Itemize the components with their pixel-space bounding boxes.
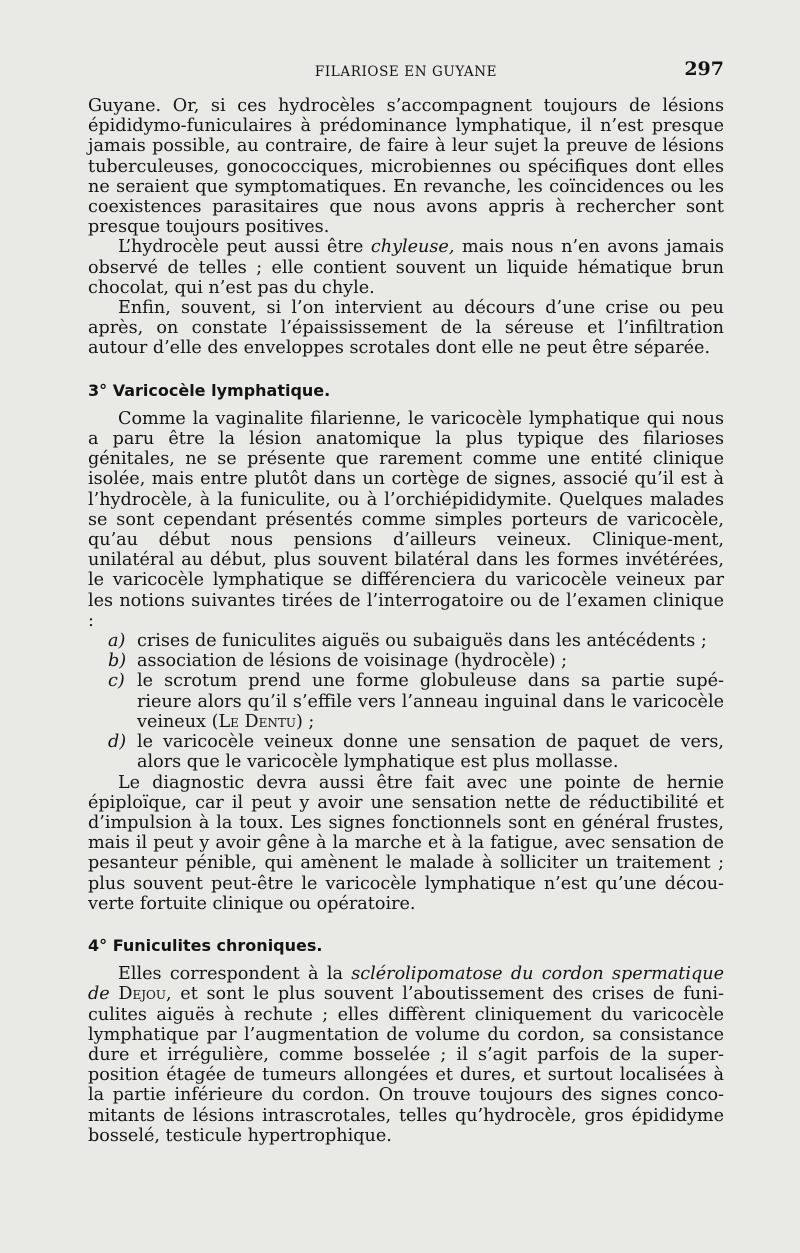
list-item — [88, 671, 724, 732]
chyleuse-emphasis: chyleuse, — [370, 237, 455, 258]
paragraph-chyleuse — [88, 237, 724, 298]
list-text: le varicocèle veineux donne une sensation de paquet de vers, alors que le varicocèle lymphatique est plus mollasse. — [137, 732, 724, 773]
section-heading-funiculites: 4° Funiculites chroniques. — [88, 935, 323, 955]
chyleuse-text-after: mais nous n’en avons jamais observé de telles ; elle contient souvent un liquide hématique brun chocolat, qui n’est pas du chyle. — [88, 237, 724, 298]
list-text: le scrotum prend une forme globuleuse dans sa partie supé-rieure alors qu’il s’effile vers l’anneau inguinal dans le varicocèle veineux ( — [137, 671, 724, 732]
list-text-after: ) ; — [295, 711, 315, 732]
list-text: crises de funiculites aiguës ou subaiguës dans les antécédents ; — [137, 631, 707, 652]
list-item — [88, 732, 724, 772]
author-name: Le Dentu — [218, 711, 296, 732]
list-letter: d) — [108, 732, 127, 753]
paragraph-funiculites — [88, 964, 724, 1146]
list-item — [88, 651, 724, 671]
list-letter: b) — [108, 651, 127, 672]
paragraph-epaississement: Enfin, souvent, si l’on intervient au décours d’une crise ou peu après, on constate l’épaississement de la séreuse et l’infiltration autour d’elle des enveloppes scrotales dont elle ne peut être séparée. — [88, 298, 724, 359]
criteria-list — [88, 631, 724, 772]
paragraph-hydrocele-continuation: Guyane. Or, si ces hydrocèles s’accompagnent toujours de lésions épididymo-funiculaires à prédominance lymphatique, il n’est presque jamais possible, au contraire, de faire à leur sujet la preuve de lésions tuberculeuses, gonococciques, microbiennes ou spécifiques dont elles ne seraient que symptomatiques. En revanche, les coïncidences ou les coexistences parasitaires que nous avons appris à rechercher sont presque toujours positives. — [88, 96, 724, 238]
body-text — [88, 96, 724, 1146]
funiculites-text-after: , et sont le plus souvent l’aboutissement des crises de funi-culites aiguës à rechute ; elles diffèrent cliniquement du varicocèle lymphatique par l’augmentation de volume du cordon, sa consistance dure et irrégulière, comme bosselée ; il s’agit parfois de la super-position étagée de tumeurs allongées et dures, et surtout localisées à la partie inférieure du cordon. On trouve toujours des signes conco-mitants de lésions intrascrotales, telles qu’hydrocèle, gros épididyme bosselé, testicule hypertrophique. — [88, 984, 724, 1146]
funiculites-emphasis: sclérolipomatose du cordon spermatique de — [88, 964, 724, 1005]
author-name: Dejou — [118, 984, 167, 1005]
paragraph-varicocele-intro: Comme la vaginalite filarienne, le varicocèle lymphatique qui nous a paru être la lésion anatomique la plus typique des filarioses génitales, ne se présente que rarement comme une entité clinique isolée, mais entre plutôt dans un cortège de signes, associé qu’il est à l’hydrocèle, à la funiculite, ou à l’orchiépididymite. Quelques malades se sont cependant présentés comme simples porteurs de varicocèle, qu’au début nous pensions d’ailleurs veineux. Clinique-ment, unilatéral au début, plus souvent bilatéral dans les formes invétérées, le varicocèle lymphatique se différenciera du varicocèle veineux par les notions suivantes tirées de l’interrogatoire ou de l’examen clinique : — [88, 408, 724, 631]
list-item — [88, 631, 724, 651]
chyleuse-text-before: L’hydrocèle peut aussi être — [118, 237, 371, 258]
running-title: FILARIOSE EN GUYANE — [314, 64, 498, 80]
list-text: association de lésions de voisinage (hydrocèle) ; — [137, 651, 568, 672]
list-letter: a) — [108, 631, 126, 652]
funiculites-text-before: Elles correspondent à la — [118, 964, 352, 985]
section-heading-varicocele: 3° Varicocèle lymphatique. — [88, 380, 331, 400]
list-letter: c) — [108, 671, 125, 692]
page-number: 297 — [684, 58, 724, 80]
paragraph-diagnostic: Le diagnostic devra aussi être fait avec une pointe de hernie épiploïque, car il peut y avoir une sensation nette de réductibilité et d’impulsion à la toux. Les signes fonctionnels sont en général frustes, mais il peut y avoir gêne à la marche et à la fatigue, avec sensation de pesanteur pénible, qui amènent le malade à solliciter un traitement ; plus souvent peut-être le varicocèle lymphatique n’est qu’une décou-verte fortuite clinique ou opératoire. — [88, 772, 724, 914]
page-header — [88, 58, 724, 86]
